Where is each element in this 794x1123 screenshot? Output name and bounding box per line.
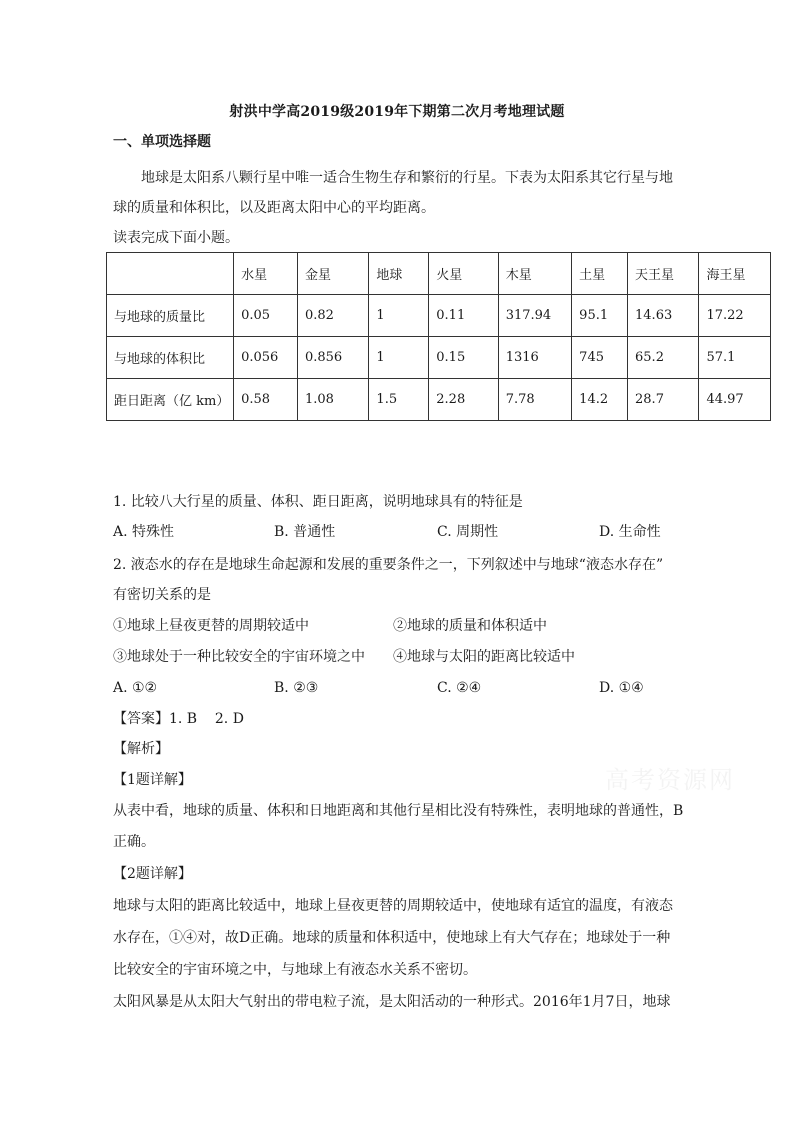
table-cell: 0.58 [234, 379, 298, 421]
question-2-option-a: A. ①② [113, 680, 158, 696]
table-header-cell: 土星 [572, 253, 628, 295]
table-cell: 44.97 [699, 379, 771, 421]
table-cell: 57.1 [699, 337, 771, 379]
question-2-item-1: ①地球上昼夜更替的周期较适中 [113, 618, 309, 634]
table-cell: 与地球的体积比 [107, 337, 234, 379]
table-cell: 2.28 [429, 379, 498, 421]
table-cell: 1316 [498, 337, 571, 379]
question-1-option-d: D. 生命性 [599, 524, 661, 540]
table-header-cell: 火星 [429, 253, 498, 295]
question-1-option-a: A. 特殊性 [113, 524, 175, 540]
detail-2-heading: 【2题详解】 [113, 866, 192, 882]
table-cell: 65.2 [628, 337, 699, 379]
table-cell: 1.08 [297, 379, 368, 421]
table-cell: 1 [369, 337, 429, 379]
table-cell: 1.5 [369, 379, 429, 421]
question-1-option-c: C. 周期性 [437, 524, 499, 540]
watermark: 高考资源网 [605, 766, 735, 794]
question-1-option-b: B. 普通性 [274, 524, 336, 540]
answer-line: 【答案】1. B 2. D [113, 711, 244, 727]
table-cell: 与地球的质量比 [107, 295, 234, 337]
table-row [107, 379, 771, 421]
table-cell: 0.05 [234, 295, 298, 337]
table-row [107, 337, 771, 379]
table-cell: 1 [369, 295, 429, 337]
table-header-cell: 金星 [297, 253, 368, 295]
intro-line-1: 地球是太阳系八颗行星中唯一适合生物生存和繁衍的行星。下表为太阳系其它行星与地 [141, 170, 673, 186]
question-2-stem-2: 有密切关系的是 [113, 587, 211, 603]
detail-2-line-1: 地球与太阳的距离比较适中，地球上昼夜更替的周期较适中，使地球有适宜的温度，有液态 [113, 898, 673, 914]
table-cell: 0.82 [297, 295, 368, 337]
table-header-cell: 天王星 [628, 253, 699, 295]
table-cell: 95.1 [572, 295, 628, 337]
question-2-stem-1: 2. 液态水的存在是地球生命起源和发展的重要条件之一，下列叙述中与地球“液态水存在” [113, 557, 664, 573]
intro-line-2: 球的质量和体积比，以及距离太阳中心的平均距离。 [113, 200, 435, 216]
table-cell: 0.856 [297, 337, 368, 379]
question-2-item-3: ③地球处于一种比较安全的宇宙环境之中 [113, 649, 365, 665]
question-2-option-d: D. ①④ [599, 680, 644, 696]
table-header-cell: 地球 [369, 253, 429, 295]
analysis-heading: 【解析】 [113, 741, 169, 757]
detail-1-heading: 【1题详解】 [113, 772, 192, 788]
detail-1-line-2: 正确。 [113, 834, 155, 850]
table-header-row [107, 253, 771, 295]
table-cell: 0.056 [234, 337, 298, 379]
table-header-cell: 海王星 [699, 253, 771, 295]
question-2-item-2: ②地球的质量和体积适中 [393, 618, 547, 634]
section-heading: 一、单项选择题 [113, 134, 211, 150]
table-cell: 14.2 [572, 379, 628, 421]
table-header-cell: 木星 [498, 253, 571, 295]
question-1-stem: 1. 比较八大行星的质量、体积、距日距离，说明地球具有的特征是 [113, 494, 523, 510]
question-2-option-b: B. ②③ [274, 680, 319, 696]
detail-2-line-2: 水存在，①④对，故D正确。地球的质量和体积适中，使地球上有大气存在；地球处于一种 [113, 930, 671, 946]
next-passage-line-1: 太阳风暴是从太阳大气射出的带电粒子流，是太阳活动的一种形式。2016年1月7日，地球 [113, 994, 671, 1010]
detail-2-line-3: 比较安全的宇宙环境之中，与地球上有液态水关系不密切。 [113, 962, 477, 978]
table-cell: 17.22 [699, 295, 771, 337]
table-row [107, 295, 771, 337]
table-cell: 7.78 [498, 379, 571, 421]
table-cell: 28.7 [628, 379, 699, 421]
question-2-option-c: C. ②④ [437, 680, 482, 696]
table-cell: 14.63 [628, 295, 699, 337]
table-cell: 0.11 [429, 295, 498, 337]
table-cell: 0.15 [429, 337, 498, 379]
planet-table [106, 252, 771, 421]
question-2-item-4: ④地球与太阳的距离比较适中 [393, 649, 575, 665]
table-header-cell [107, 253, 234, 295]
table-cell: 距日距离（亿 km） [107, 379, 234, 421]
detail-1-line-1: 从表中看，地球的质量、体积和日地距离和其他行星相比没有特殊性，表明地球的普通性，B [113, 803, 684, 819]
intro-line-3: 读表完成下面小题。 [113, 230, 239, 246]
table-header-cell: 水星 [234, 253, 298, 295]
page-title: 射洪中学高2019级2019年下期第二次月考地理试题 [229, 104, 565, 120]
table-cell: 317.94 [498, 295, 571, 337]
table-cell: 745 [572, 337, 628, 379]
